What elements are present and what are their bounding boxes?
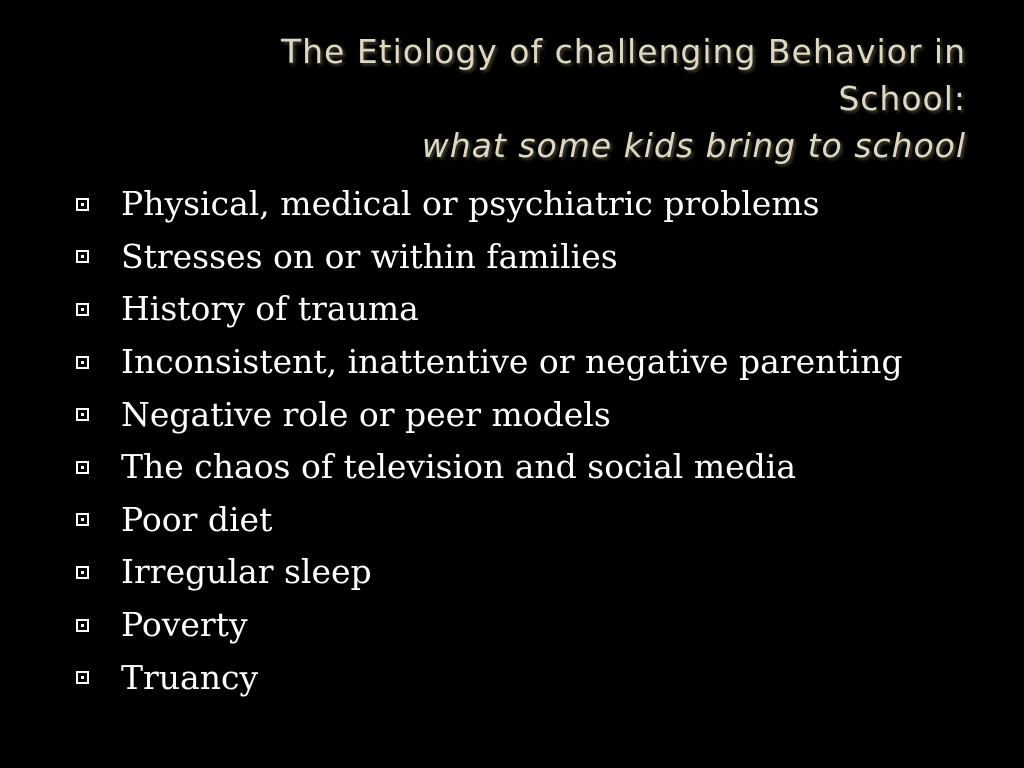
title-line-2: School:: [838, 79, 966, 118]
square-bullet-icon: [76, 408, 89, 421]
square-bullet-icon: [76, 566, 89, 579]
bullet-text: Inconsistent, inattentive or negative parenting: [121, 342, 903, 382]
bullet-text: Stresses on or within families: [121, 236, 618, 276]
bullet-item: [76, 599, 903, 652]
square-bullet-icon: [76, 198, 89, 211]
bullet-item: [76, 283, 903, 336]
bullet-item: [76, 546, 903, 599]
bullet-list: [76, 178, 903, 704]
bullet-text: Poverty: [121, 605, 248, 645]
slide-subtitle: what some kids bring to school: [421, 126, 966, 165]
bullet-item: [76, 494, 903, 547]
bullet-item: [76, 388, 903, 441]
bullet-text: Truancy: [121, 657, 259, 697]
bullet-item: [76, 336, 903, 389]
square-bullet-icon: [76, 250, 89, 263]
square-bullet-icon: [76, 513, 89, 526]
bullet-text: Negative role or peer models: [121, 394, 611, 434]
bullet-item: [76, 178, 903, 231]
bullet-text: The chaos of television and social media: [121, 447, 797, 487]
square-bullet-icon: [76, 671, 89, 684]
square-bullet-icon: [76, 619, 89, 632]
slide-title: [66, 28, 966, 169]
title-line-1: The Etiology of challenging Behavior in: [280, 32, 966, 71]
bullet-text: Irregular sleep: [121, 552, 372, 592]
bullet-item: [76, 231, 903, 284]
square-bullet-icon: [76, 356, 89, 369]
bullet-text: History of trauma: [121, 289, 419, 329]
square-bullet-icon: [76, 303, 89, 316]
square-bullet-icon: [76, 461, 89, 474]
bullet-text: Poor diet: [121, 499, 273, 539]
bullet-item: [76, 441, 903, 494]
bullet-text: Physical, medical or psychiatric problems: [121, 184, 820, 224]
bullet-item: [76, 651, 903, 704]
